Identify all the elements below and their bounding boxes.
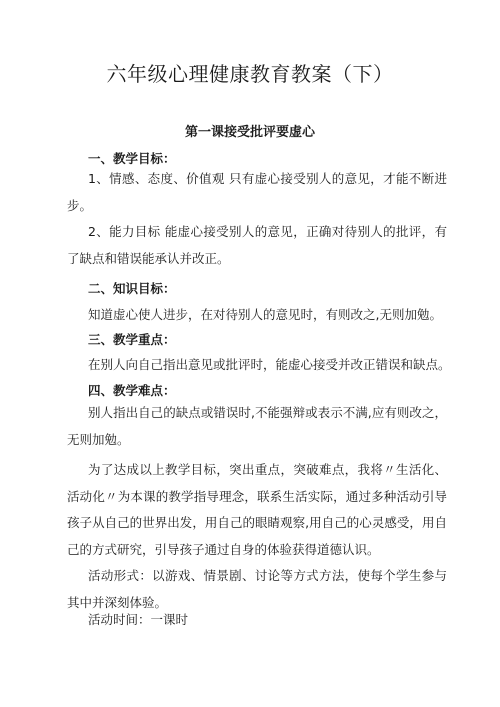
section-heading-key-points: 三、教学重点： [88,332,176,347]
activity-form-paragraph: 活动形式：以游戏、情景剧、讨论等方式方法，使每个学生参与其中并深刻体验。 [67,568,447,610]
lesson-title: 第一课接受批评要虚心 [184,125,315,140]
document-title: 六年级心理健康教育教案（下） [106,62,394,86]
goal-1-paragraph: 1、情感、态度、价值观 只有虚心接受别人的意见，才能不断进步。 [67,171,447,213]
section-heading-difficulties: 四、教学难点： [88,383,176,398]
knowledge-text: 知道虚心使人进步，在对待别人的意见时，有则改之,无则加勉。 [88,307,442,322]
goal-2-paragraph: 2、能力目标 能虚心接受别人的意见，正确对待别人的批评，有了缺点和错误能承认并改正。 [67,224,447,266]
key-points-text: 在别人向自己指出意见或批评时，能虚心接受并改正错误和缺点。 [88,357,451,372]
section-heading-teaching-goals: 一、教学目标： [88,151,176,166]
section-heading-knowledge-goals: 二、知识目标： [88,281,176,296]
activity-time-paragraph: 活动时间：一课时 [88,612,189,627]
teaching-method-paragraph: 为了达成以上教学目标，突出重点，突破难点，我将〃生活化、活动化〃为本课的教学指导理念，联系生活实际，通过多种活动引导孩子从自己的世界出发，用自己的眼睛观察,用自己的心灵感受，用自己的方式研究，引导孩子通过自身的体验获得道德认识。 [67,462,447,557]
difficulties-paragraph: 别人指出自己的缺点或错误时,不能强辩或表示不满,应有则改之，无则加勉。 [67,405,447,447]
